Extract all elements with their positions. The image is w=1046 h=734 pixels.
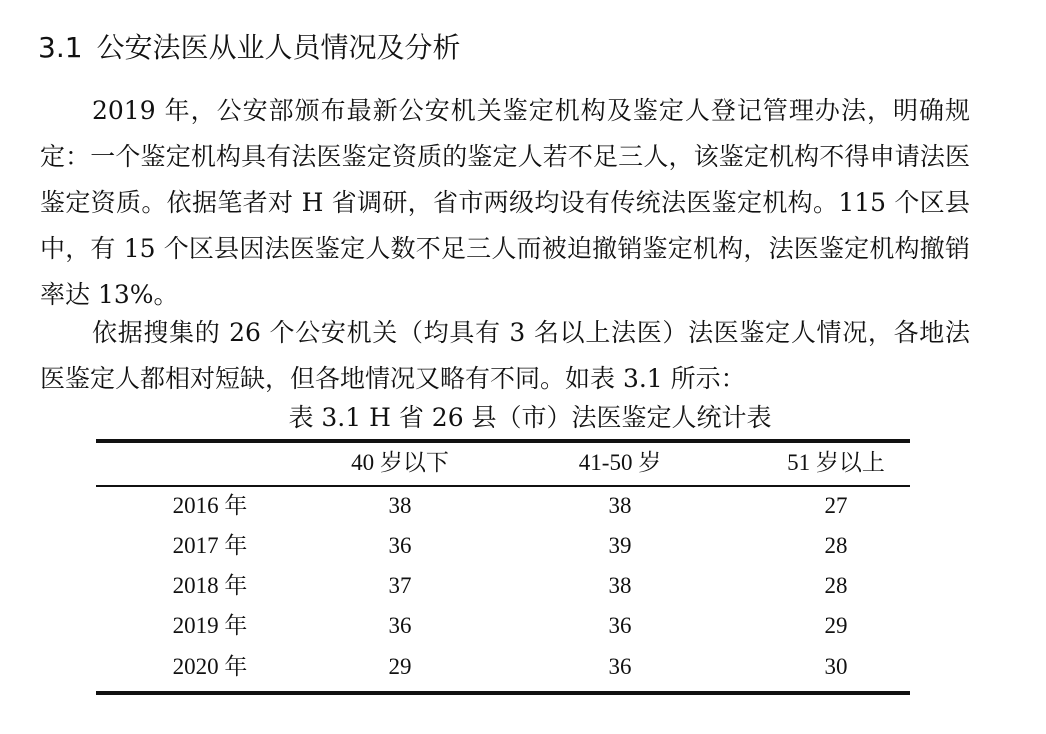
table-row-label: 2017 年 — [172, 533, 248, 558]
table-cell: 27 — [824, 493, 848, 518]
table-top-rule — [96, 439, 910, 443]
table-cell: 30 — [824, 654, 848, 679]
table-caption: 表 3.1 H 省 26 县（市）法医鉴定人统计表 — [288, 403, 772, 432]
section-heading — [38, 28, 461, 68]
table-cell: 36 — [388, 533, 412, 558]
table-row-label: 2019 年 — [172, 613, 248, 638]
table-cell: 38 — [608, 493, 632, 518]
table-header-cell: 51 岁以上 — [787, 450, 885, 475]
table-row-label: 2016 年 — [172, 493, 248, 518]
table-cell: 28 — [824, 573, 848, 598]
section-title-text: 公安法医从业人员情况及分析 — [96, 31, 461, 64]
table-row-label: 2018 年 — [172, 573, 248, 598]
body-paragraph-1: 2019 年，公安部颁布最新公安机关鉴定机构及鉴定人登记管理办法，明确规定：一个鉴定机构具有法医鉴定资质的鉴定人若不足三人，该鉴定机构不得申请法医鉴定资质。依据笔者对 H 省调研，省市两级均设有传统法医鉴定机构。115 个区县中，有 15 个区县因法医鉴定人数不足三人而被迫撤销鉴定机构，法医鉴定机构撤销率达 13%。 — [40, 96, 970, 309]
table-bottom-rule — [96, 691, 910, 695]
table-header-cell: 40 岁以下 — [351, 450, 449, 475]
table-row-label: 2020 年 — [172, 654, 248, 679]
section-number: 3.1 — [38, 31, 83, 64]
table-cell: 38 — [388, 493, 412, 518]
table-cell: 29 — [824, 613, 848, 638]
table-cell: 39 — [608, 533, 632, 558]
table-cell: 29 — [388, 654, 412, 679]
body-paragraph-2: 依据搜集的 26 个公安机关（均具有 3 名以上法医）法医鉴定人情况，各地法医鉴定人都相对短缺，但各地情况又略有不同。如表 3.1 所示： — [40, 318, 970, 393]
table-cell: 36 — [608, 613, 632, 638]
table-header-cell: 41-50 岁 — [578, 450, 662, 475]
table-header-rule — [96, 485, 910, 487]
table-cell: 36 — [388, 613, 412, 638]
table-cell: 28 — [824, 533, 848, 558]
table-cell: 37 — [388, 573, 412, 598]
table-cell: 38 — [608, 573, 632, 598]
table-cell: 36 — [608, 654, 632, 679]
